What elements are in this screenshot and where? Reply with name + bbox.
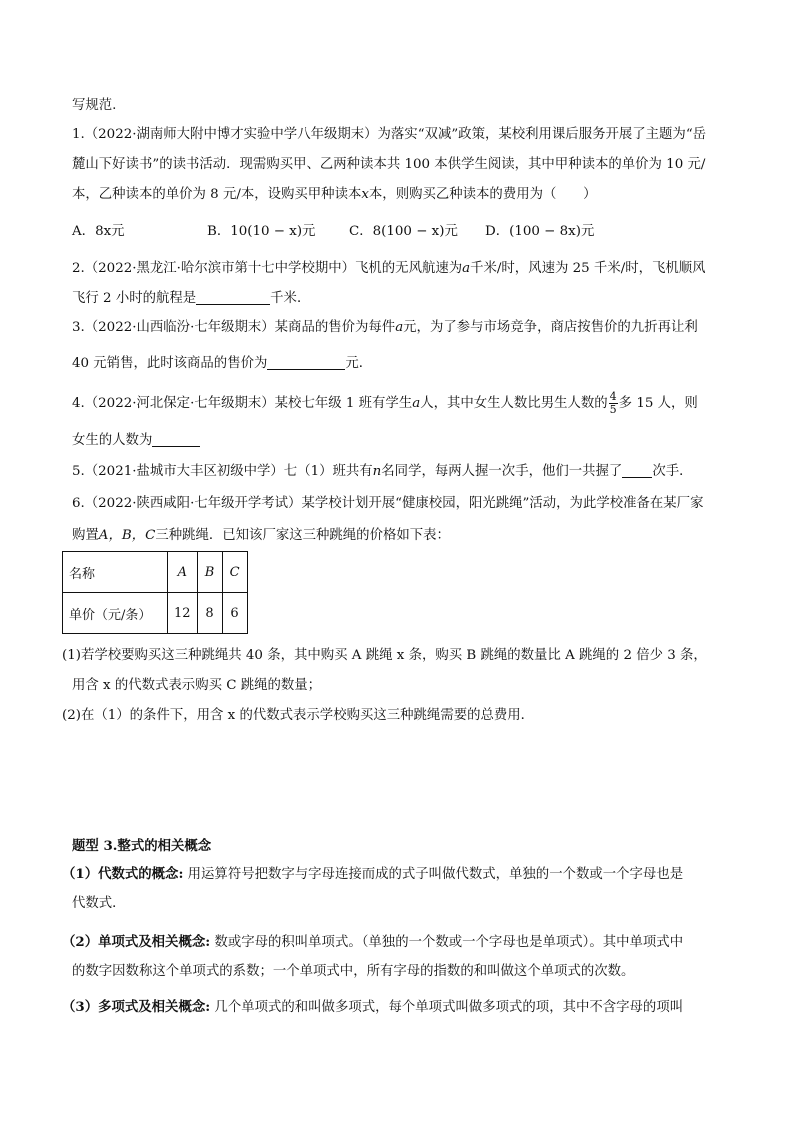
fraction-denominator: 5 — [609, 403, 617, 416]
table-cell: 单价（元/条） — [63, 593, 168, 634]
option-expr: 10(10 − x)元 — [230, 224, 316, 239]
q4-fraction — [609, 391, 618, 416]
intro-text: 写规范. — [72, 98, 117, 113]
table-cell: 6 — [222, 593, 247, 634]
table-cell: C — [222, 552, 247, 593]
q1-line3 — [72, 185, 597, 205]
q1-line1: 1.（2022·湖南师大附中博才实验中学八年级期末）为落实“双减”政策，某校利用课后服务开展了主题为“岳 — [72, 127, 707, 142]
q6-vars: A，B，C — [98, 528, 156, 543]
q3-line1 — [72, 318, 698, 338]
q2-line2-end: 千米． — [270, 291, 311, 306]
q4-line1-end: 多 15 人，则 — [618, 396, 698, 411]
table-cell: 12 — [168, 593, 198, 634]
q6-line2 — [72, 526, 450, 546]
q3-var-a: a — [395, 320, 404, 335]
concept-3 — [62, 997, 683, 1018]
q1-option-a[interactable] — [72, 222, 125, 242]
q1-var-x: x — [361, 187, 369, 202]
concept-2-text: 数或字母的积叫单项式。（单独的一个数或一个字母也是单项式）。其中单项式中 — [210, 935, 684, 950]
q5-start: 5.（2021·盐城市大丰区初级中学）七（1）班共有 — [72, 464, 373, 479]
q4-line2 — [72, 431, 200, 451]
concept-3-label: （3）多项式及相关概念: — [62, 999, 211, 1015]
table-header-row — [63, 552, 248, 593]
concept-1-text: 用运算符号把数字与字母连接而成的式子叫做代数式，单独的一个数或一个字母也是 — [183, 867, 684, 882]
answer-blank[interactable] — [152, 432, 200, 447]
q1-option-c[interactable] — [349, 222, 458, 242]
q1-option-d[interactable] — [485, 222, 594, 242]
q3-line2-end: 元． — [345, 356, 373, 371]
q2-line1 — [72, 259, 706, 279]
table-cell: 8 — [197, 593, 222, 634]
q5-end: 次手． — [652, 464, 693, 479]
q6-part1-line1: (1)若学校要购买这三种跳绳共 40 条，其中购买 A 跳绳 x 条，购买 B 跳绳的数量比 A 跳绳的 2 倍少 3 条， — [62, 648, 707, 663]
q4-line2-text: 女生的人数为 — [72, 433, 153, 448]
option-label: A． — [72, 224, 96, 239]
q3-line1-end: 元，为了参与市场竞争，商店按售价的九折再让利 — [403, 320, 698, 335]
option-expr: 8x元 — [95, 224, 125, 239]
option-label: B． — [207, 224, 231, 239]
fraction-numerator: 4 — [609, 390, 617, 403]
concept-1-line2: 代数式． — [72, 896, 126, 911]
price-table — [62, 551, 248, 634]
q6-line1: 6.（2022·陕西咸阳·七年级开学考试）某学校计划开展“健康校园，阳光跳绳”活动，为此学校准备在某厂家 — [72, 496, 704, 511]
q6-line2-start: 购置 — [72, 528, 99, 543]
table-cell: 名称 — [63, 552, 168, 593]
q2-var-a: a — [462, 261, 471, 276]
option-expr: (100 − 8x)元 — [509, 224, 595, 239]
q1-line3-end: 本，则购买乙种读本的费用为（ ） — [368, 187, 597, 202]
q1-line3-start: 本，乙种读本的单价为 8 元/本，设购买甲种读本 — [72, 187, 362, 202]
q2-line1-start: 2.（2022·黑龙江·哈尔滨市第十七中学校期中）飞机的无风航速为 — [72, 261, 463, 276]
q1-option-b[interactable] — [207, 222, 315, 242]
q4-line1-start: 4.（2022·河北保定·七年级期末）某校七年级 1 班有学生 — [72, 396, 413, 411]
q3-line1-start: 3.（2022·山西临汾·七年级期末）某商品的售价为每件 — [72, 320, 396, 335]
table-cell: B — [197, 552, 222, 593]
answer-blank[interactable] — [622, 463, 652, 478]
q3-line2 — [72, 354, 372, 374]
q6-part2: (2)在（1）的条件下，用含 x 的代数式表示学校购买这三种跳绳需要的总费用． — [62, 708, 535, 723]
concept-3-text: 几个单项式的和叫做多项式，每个单项式叫做多项式的项，其中不含字母的项叫 — [210, 1000, 684, 1015]
q2-line2 — [72, 289, 310, 309]
q5-mid: 名同学，每两人握一次手，他们一共握了 — [381, 464, 623, 479]
q4-var-a: a — [412, 396, 421, 411]
section-title: 题型 3.整式的相关概念 — [72, 838, 212, 854]
q2-line2-start: 飞行 2 小时的航程是 — [72, 291, 197, 306]
table-row — [63, 593, 248, 634]
answer-blank[interactable] — [267, 355, 345, 370]
table-cell: A — [168, 552, 198, 593]
q4-line1 — [72, 391, 698, 416]
concept-1-label: （1）代数式的概念: — [62, 866, 184, 882]
q6-line2-end: 三种跳绳．已知该厂家这三种跳绳的价格如下表： — [155, 528, 450, 543]
q2-line1-end: 千米/时，风速为 25 千米/时，飞机顺风 — [470, 261, 706, 276]
q5-line — [72, 462, 693, 482]
concept-2-line2: 的数字因数称这个单项式的系数；一个单项式中，所有字母的指数的和叫做这个单项式的次数。 — [72, 964, 635, 979]
q4-line1-mid: 人，其中女生人数比男生人数的 — [420, 396, 608, 411]
option-label: D． — [485, 224, 510, 239]
option-label: C． — [349, 224, 373, 239]
answer-blank[interactable] — [196, 290, 270, 305]
concept-2 — [62, 932, 683, 953]
q1-line2: 麓山下好读书”的读书活动．现需购买甲、乙两种读本共 100 本供学生阅读，其中甲种读本的单价为 10 元/ — [72, 157, 706, 172]
q3-line2-start: 40 元销售，此时该商品的售价为 — [72, 356, 268, 371]
q5-var-n: n — [372, 464, 382, 479]
concept-1 — [62, 864, 683, 885]
concept-2-label: （2）单项式及相关概念: — [62, 934, 211, 950]
q6-part1-line2: 用含 x 的代数式表示购买 C 跳绳的数量； — [72, 678, 322, 693]
option-expr: 8(100 − x)元 — [372, 224, 458, 239]
